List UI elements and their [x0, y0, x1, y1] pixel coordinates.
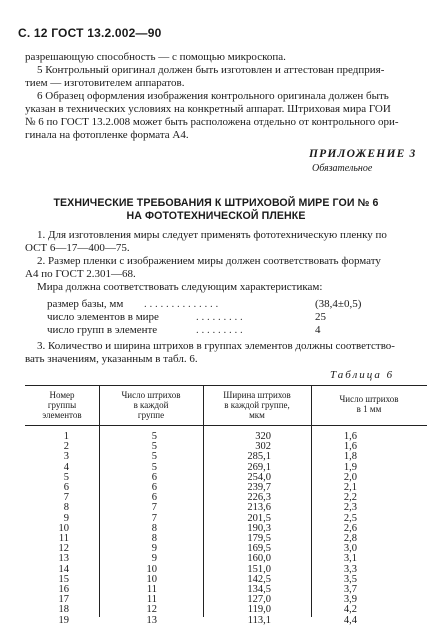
table-cell: 2,5: [343, 512, 357, 524]
body-line: гинала на фотопленке формата А4.: [25, 129, 189, 141]
table-cell: 8: [63, 502, 69, 514]
table-cell: 190,3: [247, 522, 271, 534]
paragraph-1: 1. Для изготовления миры следует применять фототехническую пленку по: [37, 229, 387, 241]
table-cell: 142,5: [247, 573, 271, 585]
table-cell: 1: [63, 431, 69, 442]
table-top-border: [25, 385, 427, 386]
table-cell: 16: [58, 584, 69, 595]
spec-label: число групп в элементе: [47, 324, 158, 336]
column-header-group-number: [25, 390, 99, 420]
header-line: Число штрихов в 1 мм: [339, 394, 399, 414]
table-cell: 5: [151, 461, 157, 473]
table-cell: 12: [146, 604, 157, 616]
table-cell: 134,5: [247, 584, 271, 595]
table-cell: 9: [151, 553, 157, 565]
spec-value: 25: [315, 311, 326, 323]
table-cell: 3,7: [343, 584, 357, 595]
table-cell: 10: [146, 563, 157, 575]
table-caption: Таблица 6: [330, 369, 395, 381]
body-line: № 6 по ГОСТ 13.2.008 может быть расположена отдельно от контрольного ори-: [25, 116, 399, 128]
table-cell: 7: [151, 502, 157, 514]
spec-label: размер базы, мм: [47, 298, 124, 310]
table-cell: 254,0: [247, 471, 271, 483]
spec-value: 4: [315, 324, 321, 336]
table-cell: 11: [146, 594, 157, 606]
table-cell: 2,3: [343, 502, 357, 514]
table-cell: 6: [151, 482, 157, 493]
table-cell: 11: [146, 584, 157, 595]
table-cell: 127,0: [247, 594, 271, 606]
paragraph-4: 3. Количество и ширина штрихов в группах элементов должны соответство-: [37, 340, 395, 352]
spec-dots: . . . . . . . . .: [196, 311, 243, 323]
column-header-strokes-per-mm: [311, 394, 427, 414]
spec-label: число элементов в мире: [47, 311, 159, 323]
table-cell: 6: [151, 471, 157, 483]
table-cell: 302: [255, 441, 271, 453]
table-cell: 2,8: [343, 533, 357, 544]
table-cell: 15: [58, 573, 69, 585]
paragraph-1-cont: ОСТ 6—17—400—75.: [25, 242, 130, 254]
column-header-stroke-width: [203, 390, 311, 420]
table-cell: 179,5: [247, 533, 271, 544]
table-cell: 2,6: [343, 522, 357, 534]
table-cell: 285,1: [247, 451, 271, 463]
body-line: 6 Образец оформления изображения контрольного оригинала должен быть: [37, 90, 389, 102]
paragraph-3: Мира должна соответствовать следующим характеристикам:: [37, 281, 323, 293]
paragraph-4-cont: вать значениям, указанным в табл. 6.: [25, 353, 198, 365]
table-cell: 10: [58, 522, 69, 534]
table-cell: 6: [63, 482, 69, 493]
header-line: Номер группы элементов: [42, 390, 82, 420]
spec-value: (38,4±0,5): [315, 298, 362, 310]
table-cell: 18: [58, 604, 69, 616]
table-cell: 3: [63, 451, 69, 463]
table-cell: 269,1: [247, 461, 271, 473]
appendix-status: Обязательное: [312, 163, 373, 174]
table-header-border: [25, 425, 427, 426]
table-cell: 320: [255, 431, 271, 442]
table-cell: 226,3: [247, 492, 271, 504]
table-cell: 1,8: [343, 451, 357, 463]
paragraph-2: 2. Размер пленки с изображением миры должен соответствовать формату: [37, 255, 381, 267]
table-cell: 14: [58, 563, 69, 575]
table-cell: 13: [58, 553, 69, 565]
appendix-label: ПРИЛОЖЕНИЕ 3: [309, 148, 417, 160]
table-cell: 113,1: [247, 614, 271, 626]
table-cell: 201,5: [247, 512, 271, 524]
table-cell: 5: [63, 471, 69, 483]
table-cell: 3,1: [343, 553, 357, 565]
table-cell: 10: [146, 573, 157, 585]
column-header-stroke-count: [99, 390, 203, 420]
table-cell: 5: [151, 431, 157, 442]
table-cell: 2,1: [343, 482, 357, 493]
table-cell: 3,0: [343, 543, 357, 555]
header-line: Ширина штрихов в каждой группе, мкм: [223, 390, 291, 420]
table-cell: 3,3: [343, 563, 357, 575]
table-cell: 160,0: [247, 553, 271, 565]
table-cell: 4,2: [343, 604, 357, 616]
table-cell: 169,5: [247, 543, 271, 555]
table-cell: 4: [63, 461, 69, 473]
body-line: разрешающую способность — с помощью микроскопа.: [25, 51, 286, 63]
table-cell: 12: [58, 543, 69, 555]
table-cell: 1,9: [343, 461, 357, 473]
table-cell: 9: [151, 543, 157, 555]
paragraph-2-cont: А4 по ГОСТ 2.301—68.: [25, 268, 136, 280]
table-cell: 2: [63, 441, 69, 453]
body-line: тием — изготовителем аппаратов.: [25, 77, 185, 89]
body-line: указан в технических условиях на конкретный аппарат. Штриховая мира ГОИ: [25, 103, 391, 115]
table-cell: 7: [63, 492, 69, 504]
table-cell: 17: [58, 594, 69, 606]
table-cell: 19: [58, 614, 69, 626]
table-cell: 9: [63, 512, 69, 524]
table-cell: 4,4: [343, 614, 357, 626]
table-cell: 5: [151, 441, 157, 453]
body-line: 5 Контрольный оригинал должен быть изготовлен и аттестован предприя-: [37, 64, 385, 76]
page-header: С. 12 ГОСТ 13.2.002—90: [18, 26, 162, 40]
table-cell: 2,2: [343, 492, 357, 504]
table-cell: 2,0: [343, 471, 357, 483]
table-cell: 213,6: [247, 502, 271, 514]
table-cell: 3,5: [343, 573, 357, 585]
table-cell: 13: [146, 614, 157, 626]
table-cell: 8: [151, 522, 157, 534]
header-line: Число штрихов в каждой группе: [121, 390, 181, 420]
table-cell: 151,0: [247, 563, 271, 575]
table-cell: 5: [151, 451, 157, 463]
table-cell: 3,9: [343, 594, 357, 606]
table-cell: 6: [151, 492, 157, 504]
spec-dots: . . . . . . . . . . . . . .: [144, 298, 219, 310]
section-title-line2: НА ФОТОТЕХНИЧЕСКОЙ ПЛЕНКЕ: [126, 210, 306, 222]
table-cell: 1,6: [343, 431, 357, 442]
table-cell: 119,0: [247, 604, 271, 616]
table-cell: 7: [151, 512, 157, 524]
section-title-line1: ТЕХНИЧЕСКИЕ ТРЕБОВАНИЯ К ШТРИХОВОЙ МИРЕ ГОИ № 6: [53, 197, 379, 209]
table-cell: 8: [151, 533, 157, 544]
spec-dots: . . . . . . . . .: [196, 324, 243, 336]
column-divider: [311, 385, 312, 617]
table-cell: 239,7: [247, 482, 271, 493]
table-cell: 11: [58, 533, 69, 544]
table-cell: 1,6: [343, 441, 357, 453]
